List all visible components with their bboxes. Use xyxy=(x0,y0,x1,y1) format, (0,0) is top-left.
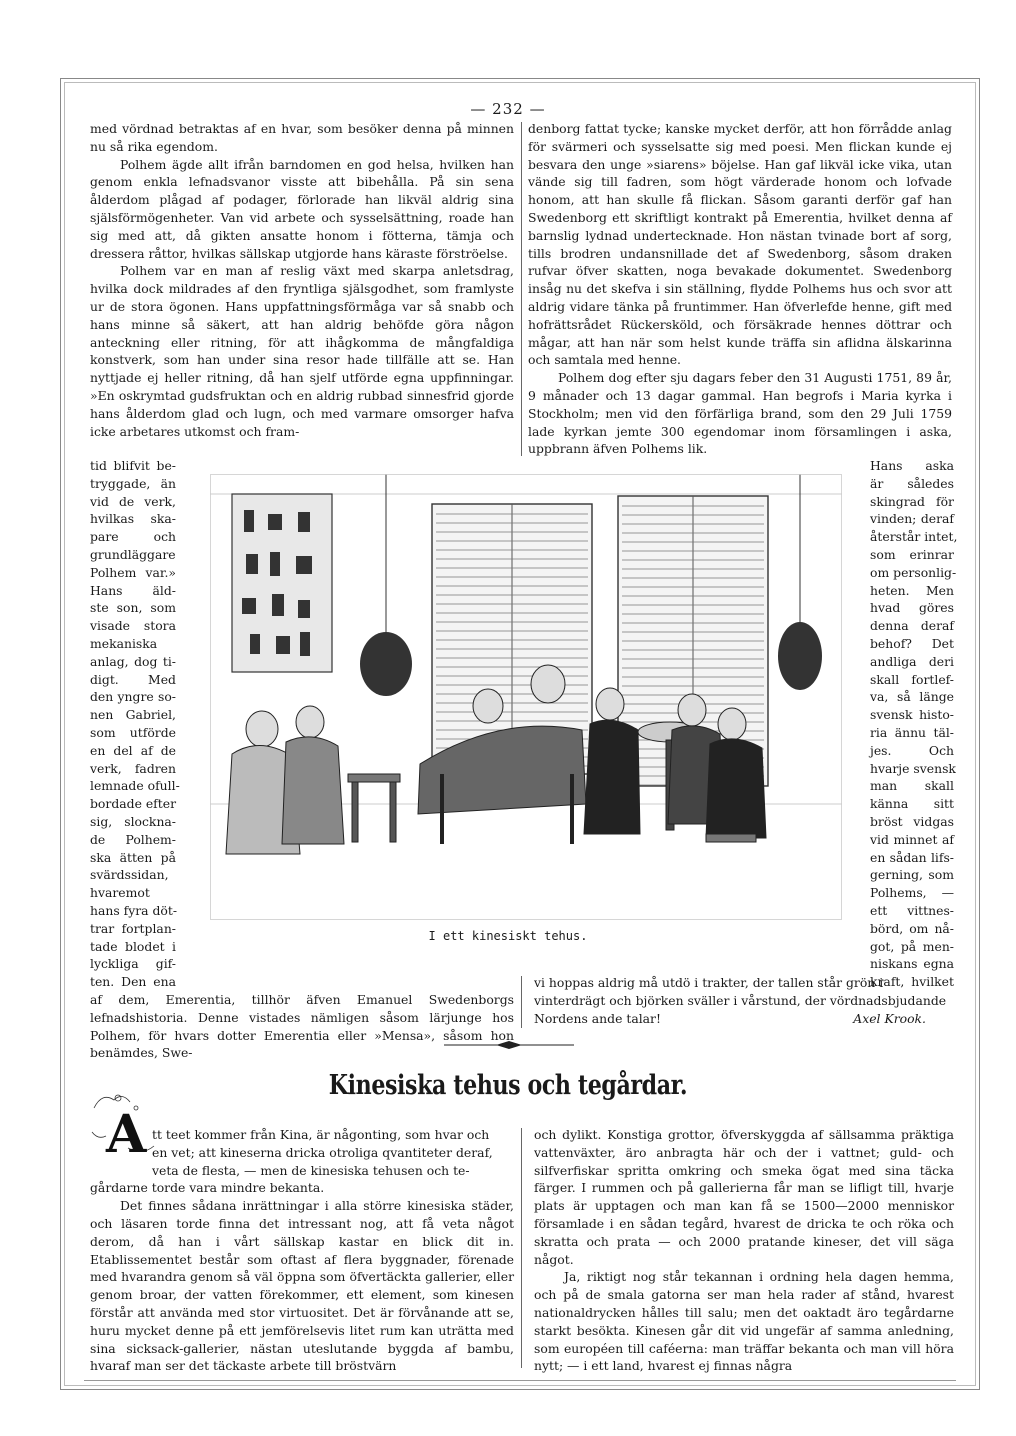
paragraph: Polhem dog efter sju dagars feber den 31 Augusti 1751, 89 år, 9 månader och 13 dagar gammal. Han begrofs i Maria kyrka i Stockholm; men vid den förfärliga brand, som den 29 Juli 1759 lade kyrkan jemte 300 egendomar inom församlingen i aska, uppbrann äfven Polhems lik. xyxy=(528,370,952,457)
paragraph: denborg fattat tycke; kanske mycket derför, att hon förrådde anlag för svärmeri och sysselsatte sig med poesi. Men flickan kunde ej besvara den unge »siarens» böjelse. Han gaf likväl icke vika, utan vände sig till fadren, som högt värderade honom och lofvade honom, att han skulle få flickan. Såsom garanti derför gaf han Swedenborg ett skriftligt kontrakt på Emerentia, hvilket denna af barnslig lydnad undertecknade. Hon nästan tvinade bort af sorg, tills brodren undansnillade det af Swedenborg, såsom draken rufvar öfver skatten, noga bevakade dokumentet. Swedenborg insåg nu det skefva i sin ställning, flydde Polhems hus och svor att aldrig vidare tänka på fruntimmer. Han öfverlefde henne, gift med hofrättsrådet Rückersköld, och försäkrade hennes döttrar och mågar, att han när som helst kunde träffa sin aflidna älskarinna och samtala med henne. xyxy=(528,121,952,368)
author-signature: Axel Krook. xyxy=(853,1010,926,1026)
narrow-line: trar fortplan- xyxy=(90,920,176,936)
bottom-rule xyxy=(84,1380,956,1381)
paragraph: Polhem ägde allt ifrån barndomen en god helsa, hvilken han genom enkla lefnadsvanor visste att bibehålla. På sin sena ålderdom plågad af podager, förlorade han likväl aldrig sina själsförmögenheter. Van vid arbete och sysselsättning, roade han sig med att, då gikten ansatte honom i fötterna, tämja och dressera råttor, hvilkas sällskap utgjorde hans käraste förströelse. xyxy=(90,156,514,261)
narrow-line: ten. Den ena xyxy=(90,974,176,990)
paragraph xyxy=(534,974,954,1027)
narrow-line: Hans aska xyxy=(870,458,954,473)
paragraph: af dem, Emerentia, tillhör äfven Emanuel Swedenborgs lefnadshistoria. Denne vistades nämligen såsom lärjunge hos Polhem, för hvars dotter Emerentia eller »Mensa», såsom hon benämdes, Swe- xyxy=(90,992,514,1061)
narrow-line: man skall xyxy=(870,778,954,794)
narrow-line: som erinrar xyxy=(870,546,954,562)
narrow-line: jes. Och xyxy=(870,742,954,758)
narrow-line: lemnade ofull- xyxy=(90,778,180,794)
narrow-line: anlag, dog ti- xyxy=(90,653,176,669)
narrow-line: ste son, som xyxy=(90,600,176,616)
narrow-line: hvarje svensk xyxy=(870,760,956,776)
column-mid-right xyxy=(534,974,954,1027)
narrow-line: niskans egna xyxy=(870,956,954,972)
narrow-line: gerning, som xyxy=(870,867,954,883)
paragraph: Det finnes sådana inrättningar i alla större kinesiska städer, och läsaren torde finna det intressant nog, att få veta något derom, då han i vårt sällskap kastar en blick dit in. Etablissementet består som oftast af flera byggnader, förenade med hvarandra genom så väl öppna som öfvertäckta gallerier, eller genom broar, der vatten förekommer, ett element, som kinesen förstår att använda med stor virtuositet. Det är förvånande att se, huru mycket denne på ett jemförelsevis litet rum kan uträtta med sina sicksack-gallerier, nästan uteslutande byggda af bambu, hvaraf man ser det täckaste arbete till bröstvärn xyxy=(90,1198,514,1374)
narrow-column-left xyxy=(90,457,180,991)
paragraph: och dylikt. Konstiga grottor, öfverskyggda af sällsamma präktiga vattenväxter, äro anbragta här och der i vattnet; guld- och silfverfiskar spritta omkring och smeka ögat med sina täcka färger. I rummen och på gallerierna får man se lifligt till, hvarje plats är upptagen och man kan få se 1500—2000 menniskor församlade i en sådan tegård, hvarest de dricka te och röka och skratta och prata — och 2000 pratande kineser, det vill säga något. xyxy=(534,1127,954,1267)
narrow-line: en del af de xyxy=(90,742,176,758)
narrow-line: behof? Det xyxy=(870,635,954,651)
narrow-line: Hans äld- xyxy=(90,582,176,598)
narrow-line: tid blifvit be- xyxy=(90,458,176,473)
text-line: en vet; att kineserna dricka otroliga qvantiteter deraf, xyxy=(152,1144,493,1160)
text-line: tt teet kommer från Kina, är någonting, som hvar och xyxy=(152,1127,490,1142)
narrow-line: känna sitt xyxy=(870,796,954,812)
hanging-tassel xyxy=(778,622,822,690)
column-rule xyxy=(521,122,522,456)
narrow-line: Polhems, — xyxy=(870,885,954,901)
narrow-line: tryggade, än xyxy=(90,475,176,491)
illustration-caption: I ett kinesiskt tehus. xyxy=(428,929,588,943)
narrow-line: återstår intet, xyxy=(870,529,958,545)
paragraph: med vördnad betraktas af en hvar, som besöker denna på minnen nu så rika egendom. xyxy=(90,121,514,154)
narrow-line: bröst vidgas xyxy=(870,813,954,829)
narrow-line: en sådan lifs- xyxy=(870,849,954,865)
narrow-line: svensk histo- xyxy=(870,707,954,723)
page-number: — 232 — xyxy=(470,100,546,118)
article-column-right xyxy=(534,1126,954,1375)
narrow-line: ria ännu täl- xyxy=(870,724,954,740)
narrow-line: skingrad för xyxy=(870,493,954,509)
narrow-line: digt. Med xyxy=(90,671,176,687)
narrow-line: lyckliga gif- xyxy=(90,956,176,972)
ornamental-divider xyxy=(444,1040,574,1050)
narrow-line: heten. Men xyxy=(870,582,954,598)
article-title: Kinesiska tehus och tegårdar. xyxy=(328,1070,688,1101)
narrow-line: är således xyxy=(870,475,954,491)
narrow-line: vid de verk, xyxy=(90,493,176,509)
column-top-right xyxy=(528,120,952,458)
dropcap-letter: A xyxy=(106,1104,147,1165)
narrow-line: hvad göres xyxy=(870,600,954,616)
narrow-line: som utförde xyxy=(90,724,176,740)
text-line: veta de flesta, — men de kinesiska tehusen och te- xyxy=(152,1162,470,1178)
narrow-line: grundläggare xyxy=(90,546,176,562)
narrow-column-right xyxy=(870,457,958,991)
column-rule xyxy=(521,976,522,1028)
narrow-line: hvilkas ska- xyxy=(90,511,176,527)
narrow-line: pare och xyxy=(90,529,176,545)
narrow-line: tade blodet i xyxy=(90,938,176,954)
narrow-line: om personlig- xyxy=(870,564,957,580)
narrow-line: got, på men- xyxy=(870,938,954,954)
narrow-line: sig, slockna- xyxy=(90,813,176,829)
narrow-line: verk, fadren xyxy=(90,760,176,776)
column-mid-left xyxy=(90,991,514,1062)
narrow-line: kraft, hvilket xyxy=(870,974,954,990)
narrow-line: vid minnet af xyxy=(870,831,954,847)
teahouse-illustration xyxy=(210,474,842,920)
narrow-line: börd, om nå- xyxy=(870,920,954,936)
narrow-line: svärdssidan, xyxy=(90,867,169,883)
narrow-line: hans fyra döt- xyxy=(90,902,178,918)
narrow-line: nen Gabriel, xyxy=(90,707,176,723)
narrow-line: ett vittnes- xyxy=(870,902,954,918)
narrow-line: Polhem var.» xyxy=(90,564,176,580)
paragraph: Polhem var en man af reslig växt med skarpa anletsdrag, hvilka dock mildrades af den fryntliga själsgodhet, som framlyste ur de stora ögonen. Hans uppfattningsförmåga var så snabb och hans minne så säkert, att han aldrig behöfde göra någon anteckning eller ritning, för att ihågkomma de mångfaldiga konstverk, som han under sina resor hade tillfälle att se. Han nyttjade ej heller ritning, då han sjelf utförde egna uppfinningar. »En oskrymtad gudsfruktan och en aldrig rubbad sinnesfrid gjorde hans ålderdom glad och lugn, och med varmare omsorger hafva icke arbetares utkomst och fram- xyxy=(90,263,514,439)
narrow-line: denna deraf xyxy=(870,618,954,634)
narrow-line: ska ätten på xyxy=(90,849,176,865)
closing-text: vi hoppas aldrig må utdö i trakter, der tallen står grön i vinterdrägt och björken sväller i vårstund, der vördnadsbjudande Nordens ande talar! xyxy=(534,975,947,1026)
column-top-left xyxy=(90,120,514,440)
paragraph: gårdarne torde vara mindre bekanta. xyxy=(90,1180,325,1196)
hanging-tassel xyxy=(360,632,412,696)
narrow-line: den yngre so- xyxy=(90,689,176,705)
narrow-line: bordade efter xyxy=(90,796,176,812)
narrow-line: visade stora xyxy=(90,618,176,634)
narrow-line: skall fortlef- xyxy=(870,671,954,687)
column-rule xyxy=(521,1128,522,1368)
narrow-line: andliga deri xyxy=(870,653,954,669)
paragraph: Ja, riktigt nog står tekannan i ordning hela dagen hemma, och på de smala gatorna ser man hela rader af stånd, hvarest nationaldrycken hålles till salu; men det oaktadt äro tegårdarne starkt besökta. Kinesen går dit vid ungefär af samma anledning, som européen till caféerna: man träffar bekanta och man vill höra nytt; — i ett land, hvarest ej finnas några xyxy=(534,1269,954,1374)
narrow-line: va, så länge xyxy=(870,689,954,705)
narrow-line: hvaremot xyxy=(90,885,150,901)
article-column-left xyxy=(90,1126,514,1375)
narrow-line: vinden; deraf xyxy=(870,511,954,527)
narrow-line: de Polhem- xyxy=(90,831,176,847)
narrow-line: mekaniska xyxy=(90,635,158,651)
